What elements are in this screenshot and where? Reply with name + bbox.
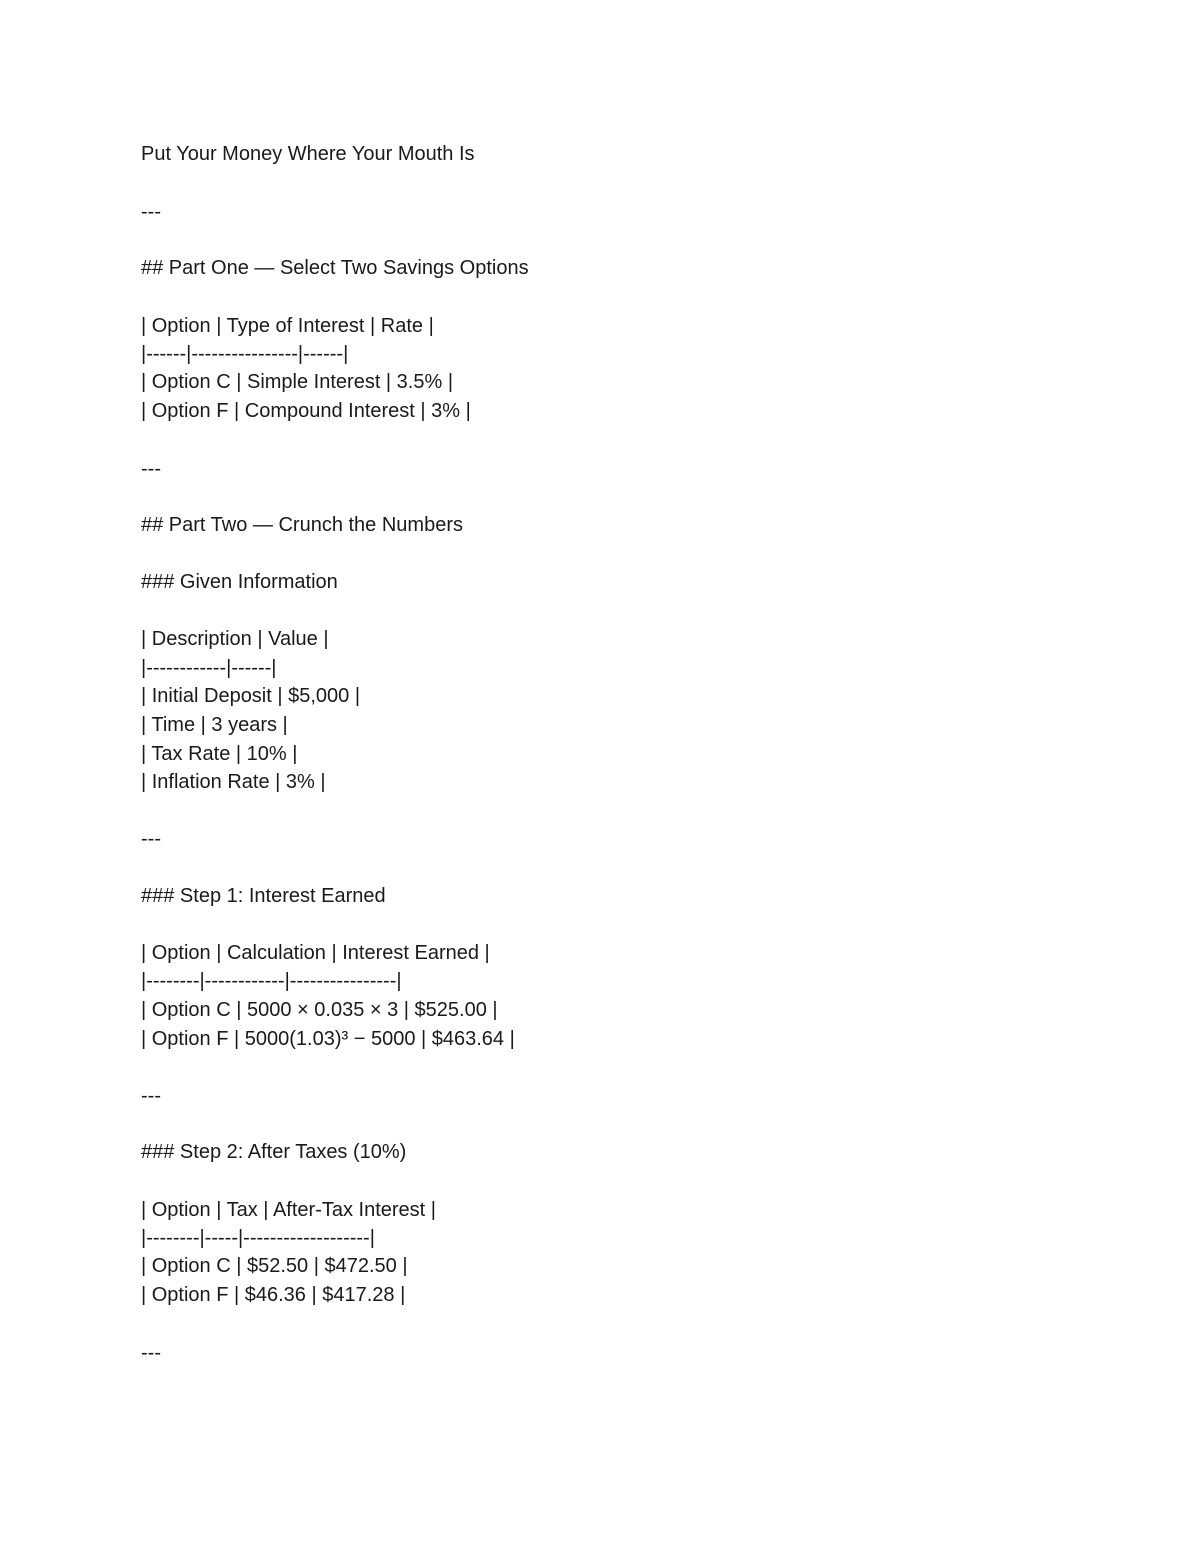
- step-2-heading: ### Step 2: After Taxes (10%): [141, 1141, 407, 1163]
- options-table-row: | Option F | Compound Interest | 3% |: [141, 400, 471, 422]
- given-table-row: | Inflation Rate | 3% |: [141, 771, 326, 793]
- given-information-heading: ### Given Information: [141, 571, 338, 593]
- given-table-row: | Tax Rate | 10% |: [141, 743, 298, 765]
- options-table-row: | Option C | Simple Interest | 3.5% |: [141, 371, 454, 393]
- horizontal-rule: ---: [141, 201, 161, 223]
- given-table-row: | Initial Deposit | $5,000 |: [141, 685, 361, 707]
- options-table-header: | Option | Type of Interest | Rate |: [141, 315, 434, 337]
- tax-table-row: | Option F | $46.36 | $417.28 |: [141, 1284, 406, 1306]
- interest-table-row: | Option F | 5000(1.03)³ − 5000 | $463.64 |: [141, 1028, 515, 1050]
- part-two-heading: ## Part Two — Crunch the Numbers: [141, 514, 463, 536]
- part-one-heading: ## Part One — Select Two Savings Options: [141, 257, 529, 279]
- tax-table-header: | Option | Tax | After-Tax Interest |: [141, 1199, 436, 1221]
- horizontal-rule: ---: [141, 1342, 161, 1364]
- tax-table-separator: |--------|-----|-------------------|: [141, 1227, 375, 1249]
- step-1-heading: ### Step 1: Interest Earned: [141, 885, 386, 907]
- given-table-header: | Description | Value |: [141, 628, 329, 650]
- given-table-row: | Time | 3 years |: [141, 714, 288, 736]
- interest-table-row: | Option C | 5000 × 0.035 × 3 | $525.00 |: [141, 999, 498, 1021]
- document-title: Put Your Money Where Your Mouth Is: [141, 143, 475, 165]
- given-table-separator: |------------|------|: [141, 657, 277, 679]
- interest-table-header: | Option | Calculation | Interest Earned |: [141, 942, 490, 964]
- horizontal-rule: ---: [141, 1085, 161, 1107]
- interest-table-separator: |--------|------------|----------------|: [141, 970, 402, 992]
- options-table-separator: |------|----------------|------|: [141, 343, 349, 365]
- horizontal-rule: ---: [141, 458, 161, 480]
- horizontal-rule: ---: [141, 828, 161, 850]
- tax-table-row: | Option C | $52.50 | $472.50 |: [141, 1255, 408, 1277]
